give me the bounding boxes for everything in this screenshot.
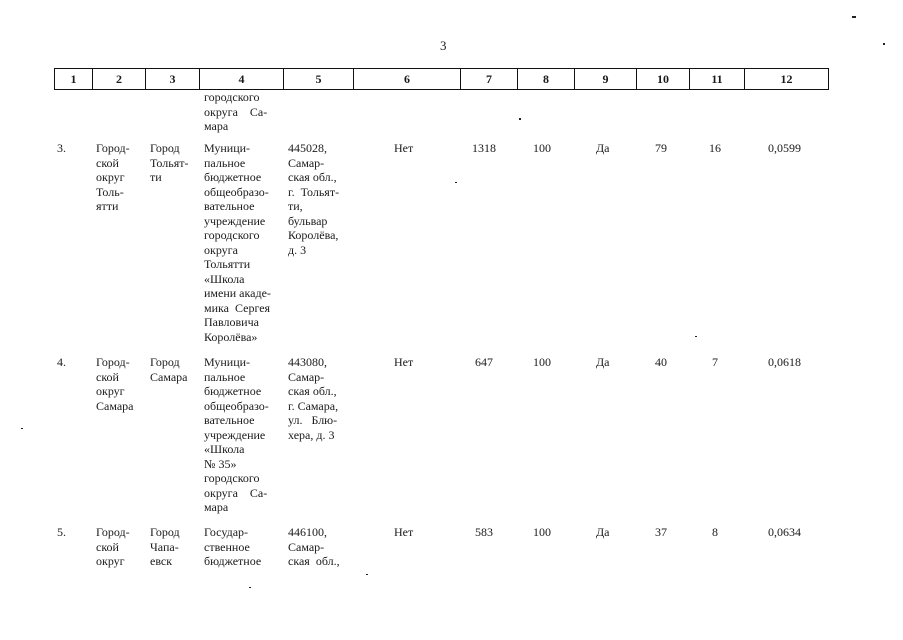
col11-cell: 8 [712, 525, 718, 539]
col8-cell: 100 [533, 525, 551, 539]
scan-speck [21, 428, 23, 429]
column-header-3: 3 [146, 69, 200, 90]
column-header-9: 9 [575, 69, 637, 90]
scan-speck [883, 43, 885, 45]
scan-speck [852, 16, 856, 18]
col12-cell: 0,0634 [768, 525, 801, 539]
col7-cell: 1318 [472, 141, 496, 155]
col10-cell: 37 [655, 525, 667, 539]
column-header-1: 1 [55, 69, 93, 90]
scan-speck [249, 587, 251, 588]
row-number: 3. [57, 141, 66, 155]
column-header-7: 7 [461, 69, 518, 90]
institution-cell: Муници- пальное бюджетное общеобразо- вательное учреждение городского округа Тольятти «Школа имени акаде- мика Сергея Павловича Королёва» [204, 141, 271, 344]
address-cell: 445028, Самар- ская обл., г. Тольят- ти, бульвар Королёва, д. 3 [288, 141, 340, 257]
col9-cell: Да [596, 355, 610, 369]
col8-cell: 100 [533, 355, 551, 369]
col7-cell: 647 [475, 355, 493, 369]
scan-speck [366, 574, 368, 575]
institution-cell: Государ- ственное бюджетное [204, 525, 262, 568]
col6-cell: Нет [394, 141, 414, 155]
city-cell: Город Тольят- ти [150, 141, 189, 184]
col6-cell: Нет [394, 355, 414, 369]
col9-cell: Да [596, 141, 610, 155]
col8-cell: 100 [533, 141, 551, 155]
scan-speck [519, 118, 521, 120]
col12-cell: 0,0599 [768, 141, 801, 155]
district-cell: Город- ской округ Самара [96, 355, 134, 413]
col7-cell: 583 [475, 525, 493, 539]
scan-speck [455, 182, 457, 183]
district-cell: Город- ской округ [96, 525, 130, 568]
scan-speck [695, 336, 697, 337]
column-header-6: 6 [354, 69, 461, 90]
column-header-11: 11 [690, 69, 745, 90]
row-number: 5. [57, 525, 66, 539]
col10-cell: 79 [655, 141, 667, 155]
col6-cell: Нет [394, 525, 414, 539]
page-number: 3 [440, 38, 447, 53]
col11-cell: 7 [712, 355, 718, 369]
column-header-2: 2 [93, 69, 146, 90]
city-cell: Город Чапа- евск [150, 525, 180, 568]
address-cell: 443080, Самар- ская обл., г. Самара, ул. Блю- хера, д. 3 [288, 355, 339, 442]
column-header-12: 12 [745, 69, 829, 90]
column-header-4: 4 [200, 69, 284, 90]
city-cell: Город Самара [150, 355, 188, 384]
district-cell: Город- ской округ Толь- ятти [96, 141, 130, 213]
col10-cell: 40 [655, 355, 667, 369]
col11-cell: 16 [709, 141, 721, 155]
continuation-institution: городского округа Са- мара [204, 90, 268, 133]
column-header-5: 5 [284, 69, 354, 90]
institution-cell: Муници- пальное бюджетное общеобразо- вательное учреждение «Школа № 35» городского округа Са- мара [204, 355, 269, 514]
row-number: 4. [57, 355, 66, 369]
column-header-10: 10 [637, 69, 690, 90]
column-header-8: 8 [518, 69, 575, 90]
column-header-row [54, 68, 829, 90]
address-cell: 446100, Самар- ская обл., [288, 525, 340, 568]
col9-cell: Да [596, 525, 610, 539]
col12-cell: 0,0618 [768, 355, 801, 369]
